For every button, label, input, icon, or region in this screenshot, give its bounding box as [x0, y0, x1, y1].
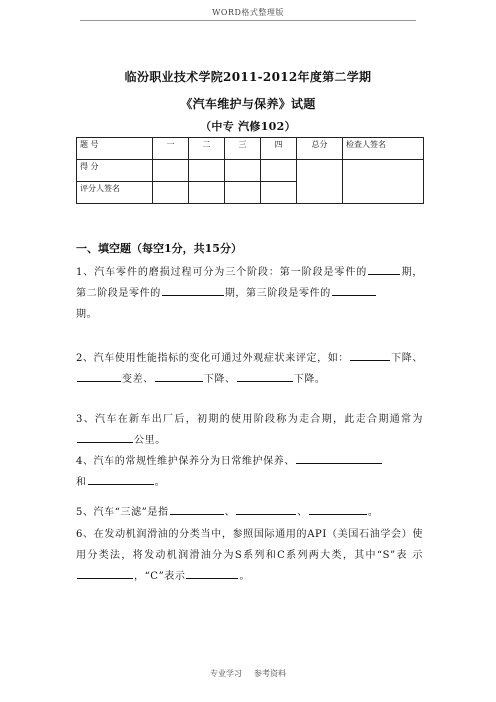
question-3	[76, 409, 423, 451]
exam-school-title: 临汾职业技术学院2011-2012年度第二学期	[124, 70, 372, 84]
question-text: 期。	[76, 309, 98, 320]
answer-blank[interactable]	[350, 348, 390, 361]
question-4	[76, 451, 423, 493]
question-text: 。	[239, 571, 251, 582]
question-5	[76, 502, 423, 523]
header-cell-question-no: 题 号	[77, 138, 153, 160]
answer-blank[interactable]	[332, 283, 376, 296]
grader-cell[interactable]	[153, 182, 189, 204]
answer-blank[interactable]	[77, 369, 121, 382]
footer-left-text: 专业学习	[210, 669, 242, 678]
answer-blank[interactable]	[77, 566, 133, 579]
answer-blank[interactable]	[309, 502, 367, 515]
question-text: 下降、	[391, 353, 423, 364]
score-cell[interactable]	[189, 160, 225, 182]
page-footer	[0, 668, 496, 679]
question-text: 4、汽车的常规性维护保养分为日常维护保养、	[76, 456, 295, 467]
answer-blank[interactable]	[296, 451, 382, 464]
header-cell-total: 总分	[297, 138, 343, 160]
question-text: 、	[297, 507, 308, 518]
score-table	[76, 137, 424, 204]
question-text: 和	[76, 477, 87, 488]
section-heading-fill-blank: 一、填空题（每空1分，共15分）	[76, 242, 242, 255]
question-text: 变差、	[122, 374, 154, 385]
question-text: 期，第三阶段是零件的	[224, 288, 331, 299]
score-cell[interactable]	[225, 160, 261, 182]
header-cell-checker: 检查人签名	[343, 138, 424, 160]
question-text: 、	[224, 507, 236, 518]
answer-blank[interactable]	[236, 502, 296, 515]
question-1	[76, 262, 423, 325]
header-cell-3: 三	[225, 138, 261, 160]
score-table-header-row	[77, 138, 424, 160]
score-table-score-row	[77, 160, 424, 182]
header-note: WORD格式整理版	[212, 8, 284, 17]
answer-blank[interactable]	[77, 430, 133, 443]
question-text: 。	[367, 507, 379, 518]
answer-blank[interactable]	[368, 262, 400, 275]
footer-right-text: 参考资料	[254, 669, 286, 678]
header-cell-1: 一	[153, 138, 189, 160]
answer-blank[interactable]	[88, 472, 154, 485]
answer-blank[interactable]	[237, 369, 293, 382]
question-text: ，“C”表示	[134, 571, 186, 582]
grader-cell[interactable]	[225, 182, 261, 204]
grader-row-label: 评分人签名	[77, 182, 153, 204]
question-text: 1、汽车零件的磨损过程可分为三个阶段：第一阶段是零件的	[76, 267, 368, 278]
checker-signature-cell[interactable]	[343, 160, 424, 204]
question-6	[76, 524, 423, 587]
score-cell[interactable]	[153, 160, 189, 182]
grader-cell[interactable]	[189, 182, 225, 204]
question-text: 6、在发动机润滑油的分类当中，参照国际通用的API（美国石油学会）使用分类法，将发动机润滑油分为S系列和C系列两大类，其中“S”表 示	[76, 529, 423, 561]
answer-blank[interactable]	[186, 566, 238, 579]
grader-cell[interactable]	[261, 182, 297, 204]
answer-blank[interactable]	[170, 502, 224, 515]
header-divider	[80, 20, 416, 21]
question-2	[76, 348, 423, 390]
question-text: 2、汽车使用性能指标的变化可通过外观症状来评定，如：	[76, 353, 350, 364]
question-text: 公里。	[134, 435, 166, 446]
header-cell-4: 四	[261, 138, 297, 160]
score-cell[interactable]	[261, 160, 297, 182]
score-row-label: 得 分	[77, 160, 153, 182]
total-score-cell[interactable]	[297, 160, 343, 204]
question-text: 5、汽车“三滤”是指	[76, 507, 169, 518]
answer-blank[interactable]	[162, 283, 224, 296]
question-text: 3、汽车在新车出厂后，初期的使用阶段称为走合期，此走合期通常为	[76, 414, 423, 425]
exam-class-title: （中专 汽修102）	[200, 120, 296, 133]
header-cell-2: 二	[189, 138, 225, 160]
answer-blank[interactable]	[155, 369, 203, 382]
question-text: 。	[154, 477, 166, 488]
question-text: 下降。	[293, 374, 326, 385]
exam-course-title: 《汽车维护与保养》试题	[180, 97, 316, 111]
question-text: 期，第二阶段是零件的	[76, 267, 424, 299]
question-text: 下降、	[203, 374, 236, 385]
